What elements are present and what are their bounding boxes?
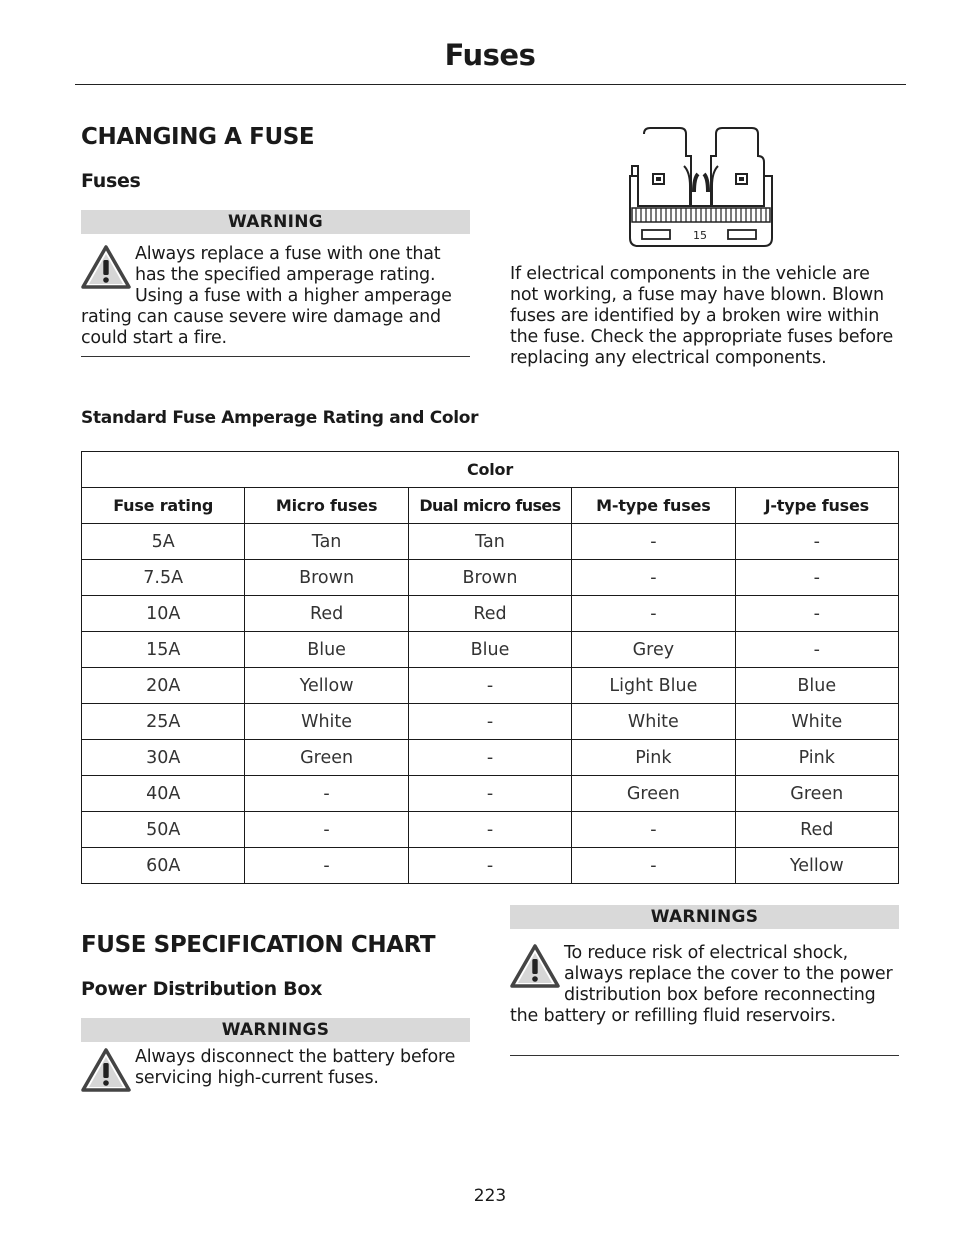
table-cell: White [572,704,735,740]
warning-text: Always replace a fuse with one that has the specified amperage rating. Using a fuse with a higher amperage rating can cause severe wire damage and could start a fire. [81,244,452,348]
table-cell: 20A [82,668,245,704]
table-cell: Tan [408,524,571,560]
table-cell: 30A [82,740,245,776]
warning-box [81,244,471,349]
table-row [82,524,899,560]
table-cell: - [735,524,898,560]
table-row [82,668,899,704]
table-cell: - [572,524,735,560]
table-cell: 5A [82,524,245,560]
table-cell: White [735,704,898,740]
table-cell: Yellow [245,668,408,704]
table-cell: - [572,560,735,596]
table-row [82,596,899,632]
table-cell: Blue [408,632,571,668]
table-cell: Red [408,596,571,632]
warning-triangle-icon [81,1048,131,1092]
table-cell: - [408,740,571,776]
table-header-row [82,488,899,524]
warnings-text-right: To reduce risk of electrical shock, always replace the cover to the power distribution box before reconnecting the battery or refilling fluid reservoirs. [510,943,893,1026]
table-cell: Green [572,776,735,812]
table-group-header: Color [82,452,899,488]
table-cell: Grey [572,632,735,668]
warnings-header-left: WARNINGS [81,1018,470,1042]
table-row [82,848,899,884]
table-caption: Standard Fuse Amperage Rating and Color [81,408,479,428]
column-header: Fuse rating [82,488,245,524]
table-cell: - [735,632,898,668]
warnings-divider-right [510,1055,899,1056]
table-cell: White [245,704,408,740]
table-cell: 25A [82,704,245,740]
warning-triangle-icon [81,245,131,289]
fuse-description: If electrical components in the vehicle are not working, a fuse may have blown. Blown fuses are identified by a broken wire within the fuse. Check the appropriate fuses before replacing any electrical components. [510,264,894,368]
warnings-box-right [510,943,900,1027]
table-cell: Yellow [735,848,898,884]
table-row [82,812,899,848]
column-header: M-type fuses [572,488,735,524]
column-header: Dual micro fuses [408,488,571,524]
table-cell: - [408,848,571,884]
table-cell: 60A [82,848,245,884]
table-cell: 10A [82,596,245,632]
table-cell: Pink [735,740,898,776]
table-row [82,740,899,776]
table-cell: 50A [82,812,245,848]
warning-triangle-icon [510,944,560,988]
table-cell: - [735,560,898,596]
table-cell: 15A [82,632,245,668]
table-cell: - [408,812,571,848]
warnings-header-right: WARNINGS [510,905,899,929]
table-cell: 40A [82,776,245,812]
page-title: Fuses [444,38,536,72]
section-heading-changing-fuse: CHANGING A FUSE [81,124,315,150]
column-header: J-type fuses [735,488,898,524]
table-cell: Blue [245,632,408,668]
subheading-power-distribution-box: Power Distribution Box [81,978,323,1000]
section-heading-spec-chart: FUSE SPECIFICATION CHART [81,932,436,958]
table-cell: - [245,812,408,848]
table-cell: Green [245,740,408,776]
table-cell: - [735,596,898,632]
table-cell: - [572,596,735,632]
table-cell: - [408,668,571,704]
table-cell: Blue [735,668,898,704]
warning-divider [81,356,470,357]
table-row [82,776,899,812]
subheading-fuses: Fuses [81,170,141,192]
table-cell: Pink [572,740,735,776]
warnings-text-left: Always disconnect the battery before servicing high-current fuses. [135,1047,456,1088]
table-cell: - [572,848,735,884]
title-divider [75,84,906,85]
column-header: Micro fuses [245,488,408,524]
table-cell: Red [245,596,408,632]
table-cell: Tan [245,524,408,560]
page-number: 223 [473,1186,507,1206]
table-cell: - [245,848,408,884]
table-cell: 7.5A [82,560,245,596]
table-cell: Brown [408,560,571,596]
warning-header: WARNING [81,210,470,234]
table-cell: Red [735,812,898,848]
table-row [82,560,899,596]
table-cell: Green [735,776,898,812]
table-group-header-row [82,452,899,488]
table-cell: - [408,776,571,812]
table-cell: - [408,704,571,740]
fuse-figure-label: 15 [693,229,707,242]
table-cell: - [572,812,735,848]
warnings-box-left [81,1047,473,1092]
fuse-amperage-table [81,451,899,884]
table-cell: - [245,776,408,812]
table-row [82,632,899,668]
fuse-diagram-figure [628,126,774,248]
table-cell: Light Blue [572,668,735,704]
table-row [82,704,899,740]
table-cell: Brown [245,560,408,596]
